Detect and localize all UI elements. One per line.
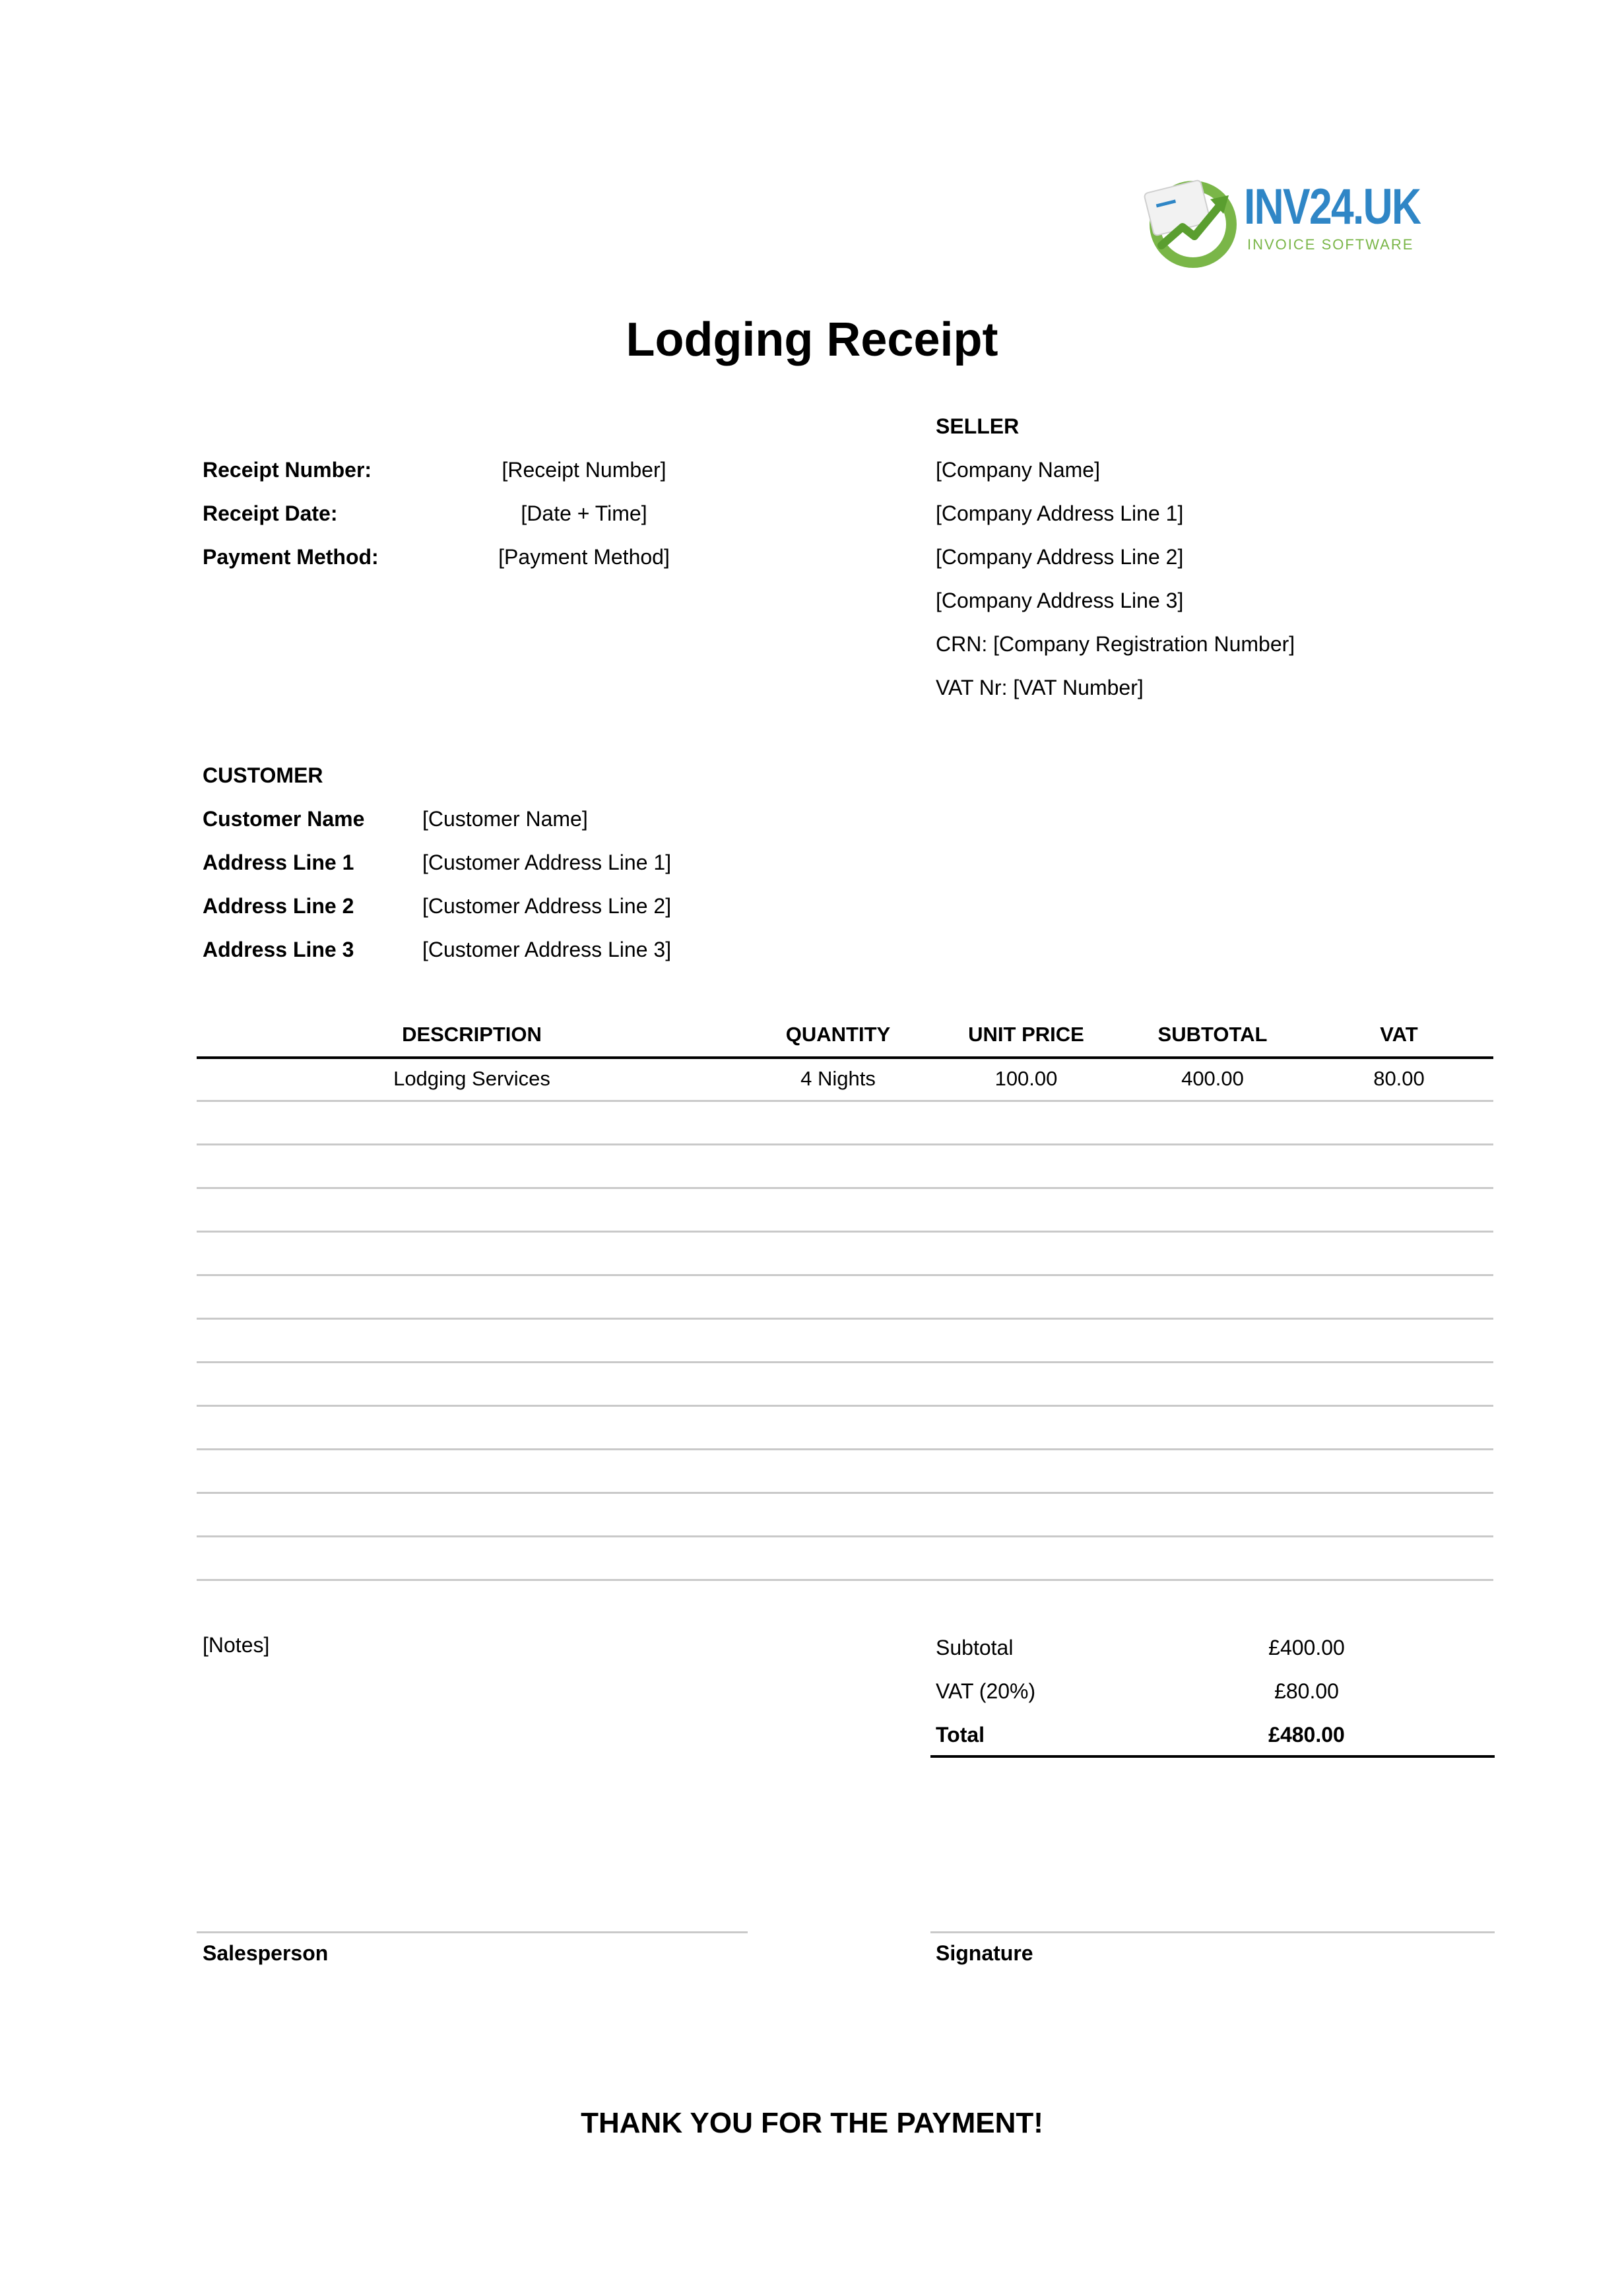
vat-label: VAT (20%) (936, 1679, 1036, 1703)
table-rule (197, 1187, 1493, 1189)
seller-heading: SELLER (936, 414, 1020, 438)
subtotal-label: Subtotal (936, 1636, 1014, 1659)
table-rule (197, 1492, 1493, 1494)
page-title: Lodging Receipt (626, 313, 998, 366)
table-rule (197, 1579, 1493, 1581)
seller-vat-number: VAT Nr: [VAT Number] (936, 676, 1144, 699)
row-subtotal: 400.00 (1181, 1067, 1244, 1090)
customer-address-3-label: Address Line 3 (203, 938, 354, 961)
total-value: £480.00 (1268, 1723, 1345, 1747)
seller-crn: CRN: [Company Registration Number] (936, 632, 1295, 656)
customer-name-label: Customer Name (203, 807, 365, 831)
receipt-date-label: Receipt Date: (203, 501, 338, 525)
table-header-rule (197, 1056, 1493, 1059)
column-header-quantity: QUANTITY (785, 1023, 891, 1046)
column-header-vat: VAT (1380, 1023, 1418, 1046)
customer-heading: CUSTOMER (203, 763, 323, 787)
seller-address-line-2: [Company Address Line 2] (936, 545, 1184, 569)
salesperson-label: Salesperson (203, 1941, 329, 1965)
seller-address-line-1: [Company Address Line 1] (936, 501, 1184, 525)
logo-tagline: INVOICE SOFTWARE (1247, 236, 1414, 253)
column-header-description: DESCRIPTION (402, 1023, 542, 1046)
customer-address-1-value: [Customer Address Line 1] (422, 851, 672, 874)
seller-company-name: [Company Name] (936, 458, 1100, 482)
total-label: Total (936, 1723, 985, 1747)
payment-method-label: Payment Method: (203, 545, 379, 569)
logo-badge-icon (1142, 173, 1241, 272)
receipt-date-value: [Date + Time] (521, 501, 647, 525)
table-rule (197, 1535, 1493, 1537)
table-rule (197, 1318, 1493, 1320)
payment-method-value: [Payment Method] (498, 545, 670, 569)
totals-rule (930, 1755, 1495, 1758)
receipt-number-label: Receipt Number: (203, 458, 372, 482)
table-rule (197, 1231, 1493, 1233)
row-description: Lodging Services (393, 1067, 550, 1090)
salesperson-signature-line (197, 1931, 748, 1933)
thank-you-message: THANK YOU FOR THE PAYMENT! (581, 2107, 1043, 2139)
table-rule (197, 1274, 1493, 1276)
customer-name-value: [Customer Name] (422, 807, 588, 831)
subtotal-value: £400.00 (1268, 1636, 1345, 1659)
table-rule (197, 1405, 1493, 1407)
customer-address-2-value: [Customer Address Line 2] (422, 894, 672, 918)
customer-address-3-value: [Customer Address Line 3] (422, 938, 672, 961)
column-header-unit-price: UNIT PRICE (968, 1023, 1084, 1046)
column-header-subtotal: SUBTOTAL (1157, 1023, 1268, 1046)
logo-wordmark: INV24.UK (1244, 179, 1421, 235)
table-rule (197, 1143, 1493, 1145)
table-rule (197, 1100, 1493, 1102)
signature-label: Signature (936, 1941, 1033, 1965)
customer-address-1-label: Address Line 1 (203, 851, 354, 874)
signature-line (930, 1931, 1495, 1933)
row-unit-price: 100.00 (994, 1067, 1058, 1090)
row-vat: 80.00 (1373, 1067, 1425, 1090)
notes: [Notes] (203, 1633, 270, 1657)
row-quantity: 4 Nights (800, 1067, 876, 1090)
company-logo (1142, 173, 1452, 272)
customer-address-2-label: Address Line 2 (203, 894, 354, 918)
receipt-number-value: [Receipt Number] (502, 458, 666, 482)
vat-value: £80.00 (1274, 1679, 1339, 1703)
table-rule (197, 1361, 1493, 1363)
table-rule (197, 1448, 1493, 1450)
seller-address-line-3: [Company Address Line 3] (936, 589, 1184, 612)
